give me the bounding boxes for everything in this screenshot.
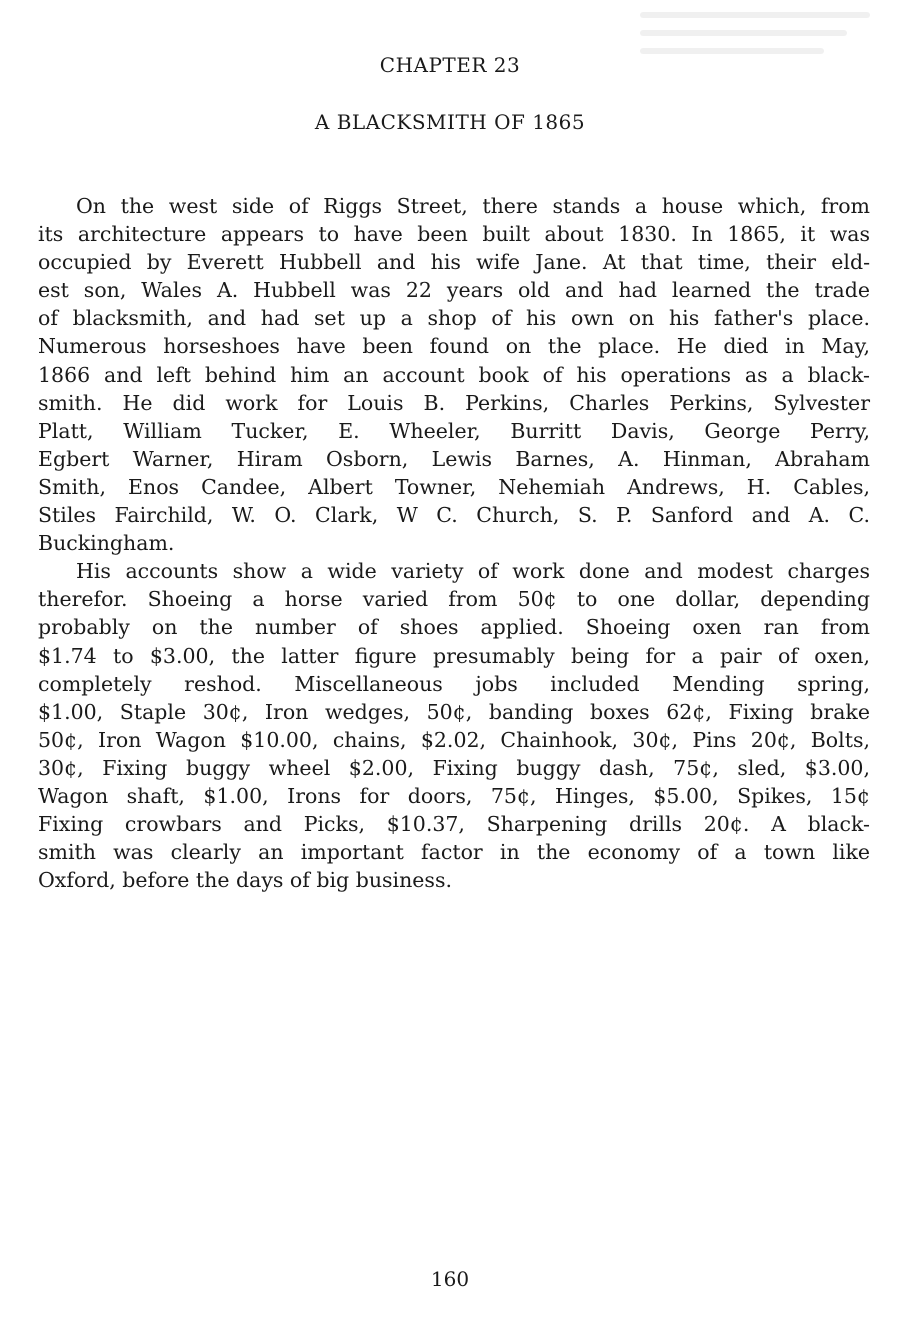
text-line: Smith, Enos Candee, Albert Towner, Nehemiah Andrews, H. Cables, — [38, 474, 870, 499]
text-line: 1866 and left behind him an account book of his operations as a black- — [38, 362, 870, 387]
text-line: therefor. Shoeing a horse varied from 50¢ to one dollar, depending — [38, 587, 870, 612]
chapter-heading: CHAPTER 23 — [379, 53, 521, 77]
text-line: est son, Wales A. Hubbell was 22 years old and had learned the trade — [38, 278, 870, 303]
text-line: Buckingham. — [38, 531, 175, 556]
text-line: its architecture appears to have been built about 1830. In 1865, it was — [38, 222, 870, 247]
text-line: Wagon shaft, $1.00, Irons for doors, 75¢, Hinges, $5.00, Spikes, 15¢ — [38, 783, 870, 808]
text-line: Numerous horseshoes have been found on the place. He died in May, — [38, 334, 870, 359]
text-line: Fixing crowbars and Picks, $10.37, Sharpening drills 20¢. A black- — [38, 812, 870, 837]
paragraph-2 — [38, 557, 870, 894]
text-line: smith was clearly an important factor in the economy of a town like — [38, 840, 870, 865]
chapter-title: A BLACKSMITH OF 1865 — [314, 110, 586, 134]
text-line: smith. He did work for Louis B. Perkins, Charles Perkins, Sylvester — [38, 390, 870, 415]
text-line: Platt, William Tucker, E. Wheeler, Burritt Davis, George Perry, — [38, 418, 870, 443]
text-line: 50¢, Iron Wagon $10.00, chains, $2.02, Chainhook, 30¢, Pins 20¢, Bolts, — [38, 727, 870, 752]
text-line: 30¢, Fixing buggy wheel $2.00, Fixing buggy dash, 75¢, sled, $3.00, — [38, 755, 870, 780]
text-line: Oxford, before the days of big business. — [38, 868, 452, 893]
text-line: occupied by Everett Hubbell and his wife Jane. At that time, their eld- — [38, 250, 870, 275]
bleed-through-shadow — [640, 0, 870, 60]
paragraph-1 — [38, 192, 870, 557]
text-line: Stiles Fairchild, W. O. Clark, W C. Church, S. P. Sanford and A. C. — [38, 503, 870, 528]
text-line: $1.74 to $3.00, the latter figure presumably being for a pair of oxen, — [38, 643, 870, 668]
page-number: 160 — [430, 1267, 470, 1291]
text-line: of blacksmith, and had set up a shop of his own on his father's place. — [38, 306, 870, 331]
text-line: On the west side of Riggs Street, there stands a house which, from — [76, 194, 870, 218]
text-line: Egbert Warner, Hiram Osborn, Lewis Barnes, A. Hinman, Abraham — [38, 446, 870, 471]
text-line: completely reshod. Miscellaneous jobs included Mending spring, — [38, 671, 870, 696]
text-line: His accounts show a wide variety of work done and modest charges — [76, 559, 870, 584]
text-line: $1.00, Staple 30¢, Iron wedges, 50¢, banding boxes 62¢, Fixing brake — [38, 699, 870, 724]
text-line: probably on the number of shoes applied. Shoeing oxen ran from — [38, 615, 870, 640]
body-text — [38, 192, 870, 894]
